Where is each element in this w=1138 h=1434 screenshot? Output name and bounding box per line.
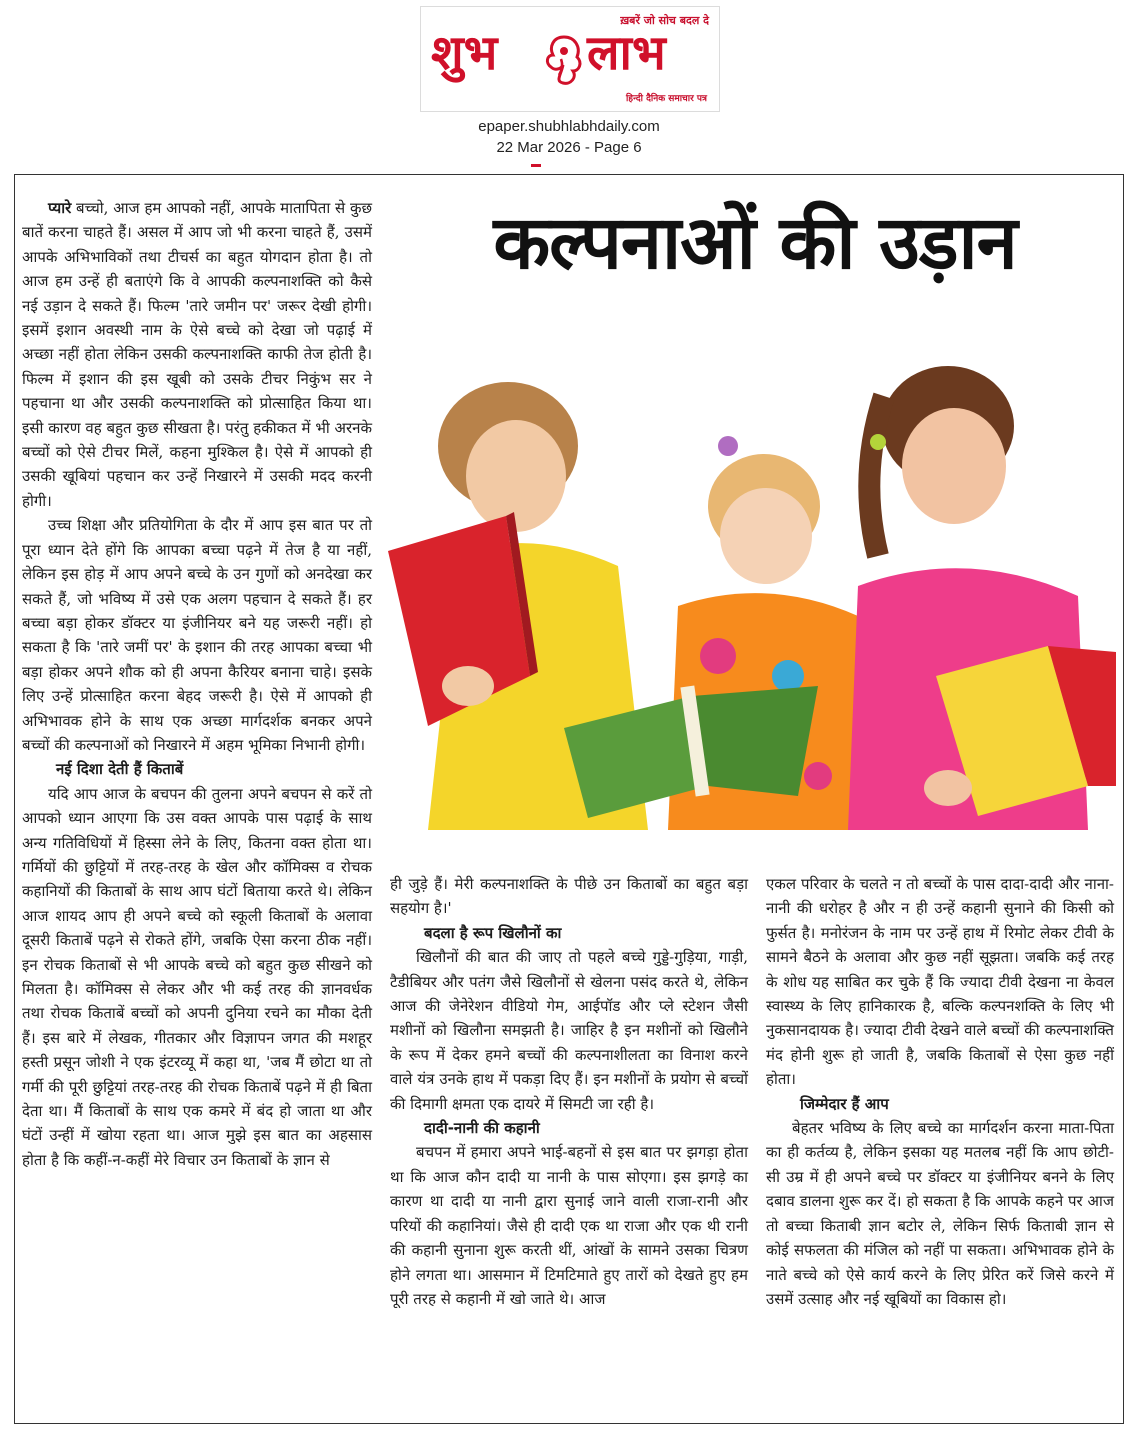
children-reading-illustration <box>388 356 1116 830</box>
article-headline: कल्पनाओं की उड़ान <box>493 200 1017 286</box>
lead-word: प्यारे <box>48 199 72 217</box>
epaper-url[interactable]: epaper.shubhlabhdaily.com <box>478 118 660 135</box>
article-column-3 <box>766 872 1114 1311</box>
ganesha-emblem-icon <box>539 31 589 87</box>
paragraph: खिलौनों की बात की जाए तो पहले बच्चे गुड्डे-गुड़िया, गाड़ी, टैडीबियर और पतंग जैसे खिलौनों से खेलना पसंद करते थे, लेकिन आज की जेनेरेशन वीडियो गेम, आईपॉड और प्ले स्टेशन जैसी मशीनों को खिलौना समझती है। जाहिर है इन मशीनों को खिलौने के रूप में देकर हमने बच्चों की कल्पनाशीलता का विनाश करने वाले यंत्र उनके हाथ में पकड़ा दिए हैं। इन मशीनों के प्रयोग से बच्चों की दिमागी क्षमता एक दायरे में सिमटी जा रही है। <box>390 948 748 1113</box>
date-page: 22 Mar 2026 - Page 6 <box>496 139 642 156</box>
masthead-tagline: ख़बरें जो सोच बदल दे <box>620 14 709 27</box>
paragraph: बेहतर भविष्य के लिए बच्चे का मार्गदर्शन करना माता-पिता का ही कर्तव्य है, लेकिन इसका यह मतलब नहीं कि आप छोटी-सी उम्र में ही अपने बच्चे पर डॉक्टर या इंजीनियर बनने के लिए दबाव डालना शुरू कर दें। हो सकता है कि आपके कहने पर आज तो बच्चा किताबी ज्ञान बटोर ले, लेकिन सिर्फ किताबी ज्ञान से कोई सफलता की मंजिल को नहीं पा सकता। अभिभावक होने के नाते बच्चे को ऐसे कार्य करने के लिए प्रेरित करें जिसे करने में उसमें उत्साह और नई खूबियों का विकास हो। <box>766 1119 1114 1308</box>
paragraph: उच्च शिक्षा और प्रतियोगिता के दौर में आप इस बात पर तो पूरा ध्यान देते होंगे कि आपका बच्चा पढ़ने में तेज है या नहीं, लेकिन इस होड़ में आप अपने बच्चे के उन गुणों को अनदेखा कर सकते हैं, जो भविष्य में उसे एक अलग पहचान दे सकते हैं। हर बच्चा बड़ा होकर डॉक्टर या इंजीनियर बने यह जरूरी नहीं। हो सकता है कि 'तारे जमीं पर' के इशान की तरह आपका बच्चा भी बड़ा होकर अपने शौक को ही अपना कैरियर बनाना चाहे। इसके लिए उन्हें प्रोत्साहित करना बेहद जरूरी है। ऐसे में आपको ही अभिभावक होने के साथ एक अच्छा मार्गदर्शक बनकर अपने बच्चों की कल्पनाओं को निखारने में अहम भूमिका निभानी होगी। <box>22 516 372 754</box>
masthead-logo[interactable] <box>420 6 720 112</box>
paragraph <box>22 196 372 513</box>
logo-word-right: लाभ <box>587 25 666 81</box>
subheading: दादी-नानी की कहानी <box>424 1119 540 1138</box>
paragraph-text: बच्चो, आज हम आपको नहीं, आपके मातापिता से कुछ बातें करना चाहते हैं। असल में आप जो भी करना चाहते हैं, उसमें आपके अभिभाविकों तथा टीचर्स का बहुत योगदान होता है। तो आज हम उन्हें ही बताएंगे कि वे आपकी कल्पनाशक्ति को कैसे नई उड़ान दे सकते हैं। फिल्म 'तारे जमीन पर' जरूर देखी होगी। इसमें इशान अवस्थी नाम के ऐसे बच्चे को देखा जो पढ़ाई में अच्छा नहीं होता लेकिन उसकी कल्पनाशक्ति काफी तेज होती है। फिल्म में इशान की इस खूबी को उसके टीचर निकुंभ सर ने पहचाना था और उसकी कल्पनाशक्ति को प्रोत्साहित किया था। इसी कारण वह बहुत कुछ सीखता है। परंतु हकीकत में भी अरनके बच्चों को ऐसे टीचर मिलें, कहना मुश्किल है। ऐसे में आपको ही उसकी खूबियां पहचान कर उन्हें निखारने में उसकी मदद करनी होगी। <box>22 199 372 510</box>
paragraph: यदि आप आज के बचपन की तुलना अपने बचपन से करें तो आपको ध्यान आएगा कि उस वक्त आपके पास पढ़ाई के साथ अन्य गतिविधियों में हिस्सा लेने के लिए, कितना वक्त होता था। गर्मियों की छुट्टियों में तरह-तरह के खेल और कॉमिक्स व रोचक कहानियों की किताबों के साथ आप घंटों बिताया करते थे। लेकिन आज शायद आप ही अपने बच्चे को स्कूली किताबों के अलावा दूसरी किताबें पढ़ने से रोकते होंगे, जबकि ऐसा करना ठीक नहीं। इन रोचक किताबों से भी आपके बच्चे को बहुत कुछ सीखने को मिलता है। कॉमिक्स से लेकर और भी कई तरह की ज्ञानवर्धक तथा रोचक किताबें बच्चों को अपनी दुनिया रचने का मौका देती हैं। इस बारे में लेखक, गीतकार और विज्ञापन जगत की मशहूर हस्ती प्रसून जोशी ने एक इंटरव्यू में कहा था, 'जब मैं छोटा था तो गर्मी की पूरी छुट्टियां तरह-तरह की रोचक किताबें पढ़ने में ही बिता देता था। मैं किताबों के साथ एक कमरे में बंद हो जाता था और घंटों उन्हीं में खोया रहता था। आज मुझे इस बात का अहसास होता है कि कहीं-न-कहीं मेरे विचार उन किताबों के ज्ञान से <box>22 784 372 1169</box>
paragraph: बचपन में हमारा अपने भाई-बहनों से इस बात पर झगड़ा होता था कि आज कौन दादी या नानी के पास सोएगा। इस झगड़े का कारण था दादी या नानी द्वारा सुनाई जाने वाली राजा-रानी और परियों की कहानियां। जैसे ही दादी एक था राजा और एक थी रानी की कहानी सुनाना शुरू करती थीं, आंखों के सामने उसका चित्रण होने लगता था। आसमान में टिमटिमाते हुए तारों को देखते हुए हम पूरी तरह से कहानी में खो जाते थे। आज <box>390 1143 748 1308</box>
article-column-2 <box>390 872 748 1311</box>
article-photo <box>388 356 1116 830</box>
divider-mark <box>531 164 541 167</box>
masthead-subtitle: हिन्दी दैनिक समाचार पत्र <box>625 94 707 104</box>
logo-word-left: शुभ <box>431 25 498 81</box>
paragraph: ही जुड़े हैं। मेरी कल्पनाशक्ति के पीछे उन किताबों का बहुत बड़ा सहयोग है।' <box>390 875 748 918</box>
subheading: जिम्मेदार हैं आप <box>800 1094 889 1113</box>
subheading: नई दिशा देती हैं किताबें <box>56 760 184 779</box>
paragraph: एकल परिवार के चलते न तो बच्चों के पास दादा-दादी और नाना-नानी की धरोहर है और न ही उन्हें कहानी सुनाने की किसी को फुर्सत है। मनोरंजन के नाम पर उन्हें हाथ में रिमोट लेकर टीवी के सामने बैठने के अलावा और कुछ नहीं सूझता। जबकि कई तरह के शोध यह साबित कर चुके हैं कि ज्यादा टीवी देखना ना केवल स्वास्थ्य के लिए हानिकारक है, बल्कि कल्पनशक्ति के लिए भी नुकसानदायक है। ज्यादा टीवी देखने वाले बच्चों की कल्पनाशक्ति मंद होनी शुरू हो जाती है, जबकि किताबों से ऐसा कुछ नहीं होता। <box>766 875 1114 1089</box>
subheading: बदला है रूप खिलौनों का <box>424 923 562 942</box>
article-column-1 <box>22 196 372 1172</box>
